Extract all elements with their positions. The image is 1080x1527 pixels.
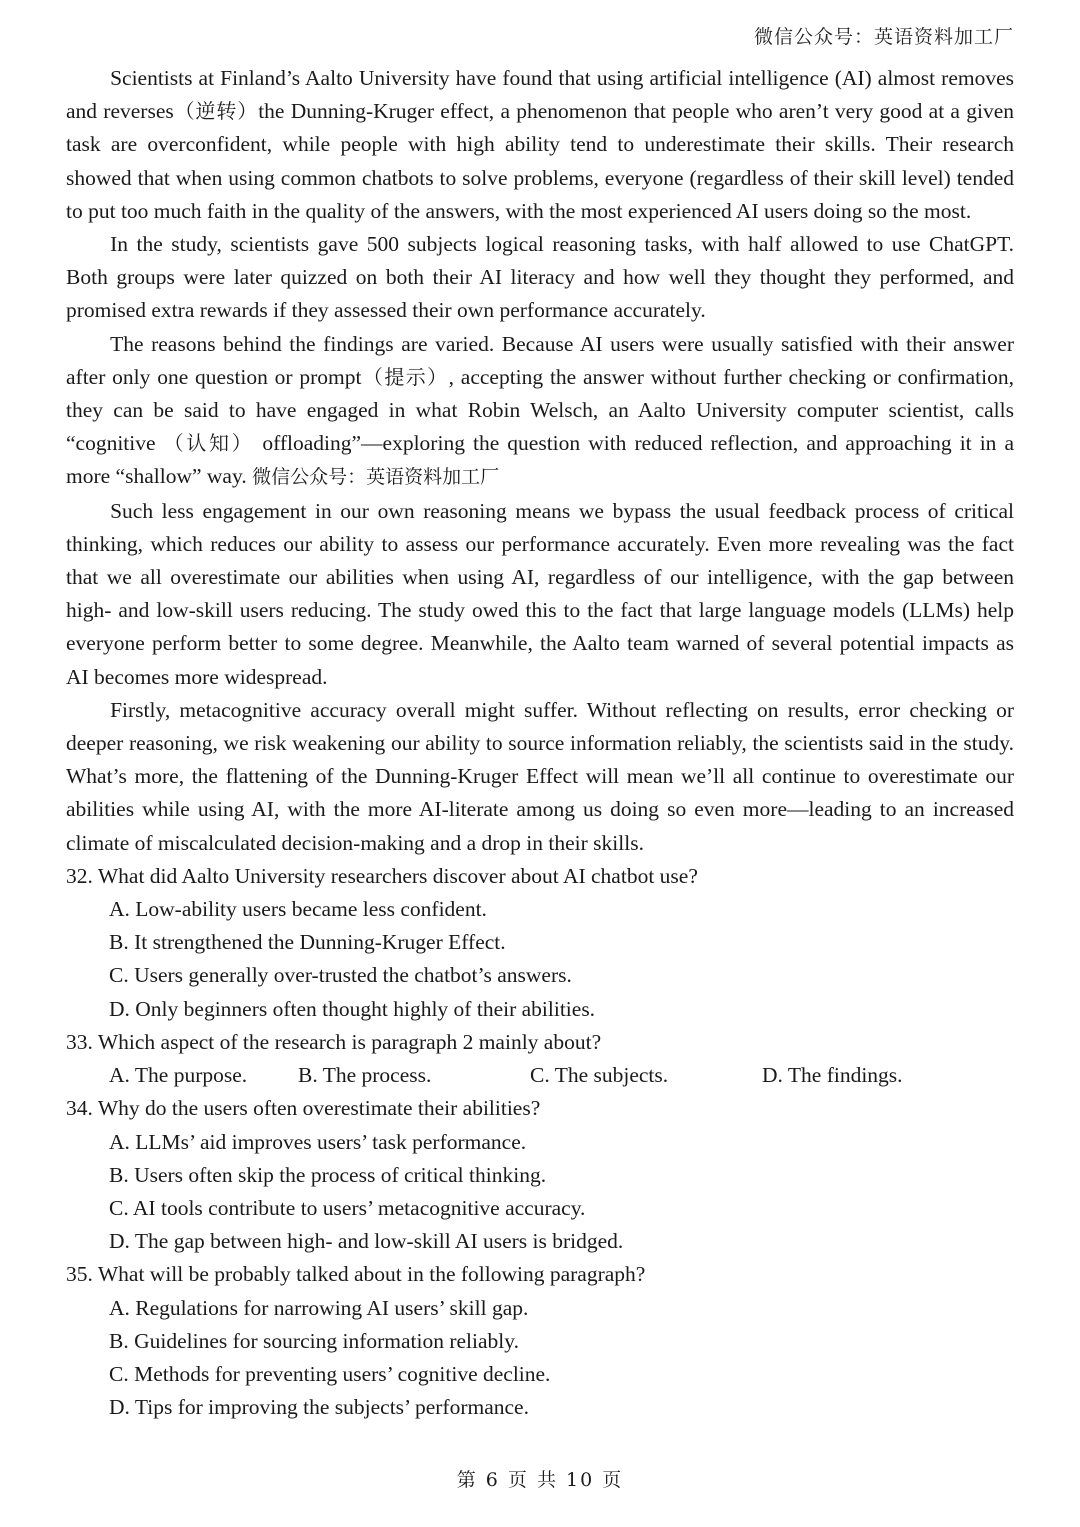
paragraph-2: In the study, scientists gave 500 subjects logical reasoning tasks, with half allowed to use ChatGPT. Both groups were later quizzed on both their AI literacy and how well they thought they performed, and promised extra rewards if they assessed their own performance accurately. bbox=[66, 232, 1014, 323]
paragraph-1 bbox=[66, 62, 1014, 228]
paragraph-1-text-b: the Dunning-Kruger effect, a phenomenon that people who aren’t very good at a given task are overconfident, while people with high ability tend to underestimate their skills. Their research showed that when using common chatbots to solve problems, everyone (regardless of their skill level) tended to put too much faith in the quality of the answers, with the most experienced AI users doing so the most. bbox=[66, 99, 1015, 223]
inline-watermark: 微信公众号：英语资料加工厂 bbox=[252, 466, 500, 489]
option-d: D. The gap between high- and low-skill AI users is bridged. bbox=[109, 1229, 624, 1254]
option-b: B. Users often skip the process of critical thinking. bbox=[109, 1162, 547, 1187]
question-stem: 35. What will be probably talked about in the following paragraph? bbox=[66, 1262, 646, 1287]
option-a: A. Regulations for narrowing AI users’ skill gap. bbox=[109, 1295, 529, 1320]
page-number: 第 6 页 共 10 页 bbox=[456, 1469, 624, 1491]
question-stem: 33. Which aspect of the research is paragraph 2 mainly about? bbox=[66, 1029, 602, 1054]
option-b: B. Guidelines for sourcing information reliably. bbox=[109, 1328, 520, 1353]
paragraph-1-gloss: （逆转） bbox=[173, 99, 259, 124]
option-c: C. Users generally over-trusted the chatbot’s answers. bbox=[109, 963, 572, 988]
question-32 bbox=[66, 860, 1014, 1026]
document-body bbox=[66, 62, 1014, 1424]
option-c: C. The subjects. bbox=[530, 1063, 669, 1088]
option-d: D. The findings. bbox=[762, 1063, 903, 1088]
question-stem: 34. Why do the users often overestimate their abilities? bbox=[66, 1096, 541, 1121]
question-34 bbox=[66, 1092, 1014, 1258]
option-a: A. Low-ability users became less confident. bbox=[109, 897, 487, 922]
paragraph-4: Such less engagement in our own reasoning means we bypass the usual feedback process of critical thinking, which reduces our ability to assess our performance accurately. Even more revealing was the fact that we all overestimate our abilities when using AI, regardless of our intelligence, with the gap between high- and low-skill users reducing. The study owed this to the fact that large language models (LLMs) help everyone perform better to some degree. Meanwhile, the Aalto team warned of several potential impacts as AI becomes more widespread. bbox=[66, 498, 1014, 689]
option-d: D. Tips for improving the subjects’ performance. bbox=[109, 1395, 529, 1420]
paragraph-3-gloss-2: （认知） bbox=[163, 431, 255, 456]
options-row bbox=[66, 1059, 1014, 1092]
paragraph-5: Firstly, metacognitive accuracy overall might suffer. Without reflecting on results, error checking or deeper reasoning, we risk weakening our ability to source information reliably, the scientists said in the study. What’s more, the flattening of the Dunning-Kruger Effect will mean we’ll all continue to overestimate our abilities while using AI, with the more AI-literate among us doing so even more—leading to an increased climate of miscalculated decision-making and a drop in their skills. bbox=[66, 697, 1014, 855]
paragraph-3 bbox=[66, 328, 1014, 495]
paragraph-3-text-b: , accepting the answer without further checking or confirmation, they can be said to have engaged in what Robin Welsch, an Aalto University computer scientist, calls “cognitive bbox=[66, 364, 1014, 456]
paragraph-3-text-a: The reasons behind the findings are varied. Because AI users were usually satisfied with their answer after only one question or prompt bbox=[66, 331, 1014, 389]
option-d: D. Only beginners often thought highly of their abilities. bbox=[109, 996, 596, 1021]
question-35 bbox=[66, 1258, 1014, 1424]
option-b: B. The process. bbox=[298, 1063, 432, 1088]
option-a: A. LLMs’ aid improves users’ task performance. bbox=[109, 1129, 527, 1154]
option-b: B. It strengthened the Dunning-Kruger Effect. bbox=[109, 930, 506, 955]
paragraph-3-text-c: offloading”—exploring the question with reduced reflection, and approaching it in a more “shallow” way. bbox=[66, 431, 1015, 489]
paragraph-3-gloss-1: （提示） bbox=[361, 364, 449, 389]
option-c: C. AI tools contribute to users’ metacognitive accuracy. bbox=[109, 1195, 586, 1220]
paragraph-1-text-a: Scientists at Finland’s Aalto University have found that using artificial intelligence (AI) almost removes and reverses bbox=[66, 66, 1014, 124]
header-watermark: 微信公众号：英语资料加工厂 bbox=[753, 26, 1014, 48]
option-c: C. Methods for preventing users’ cognitive decline. bbox=[109, 1361, 551, 1386]
question-stem: 32. What did Aalto University researchers discover about AI chatbot use? bbox=[66, 863, 698, 888]
question-33 bbox=[66, 1026, 1014, 1092]
option-a: A. The purpose. bbox=[109, 1063, 248, 1088]
